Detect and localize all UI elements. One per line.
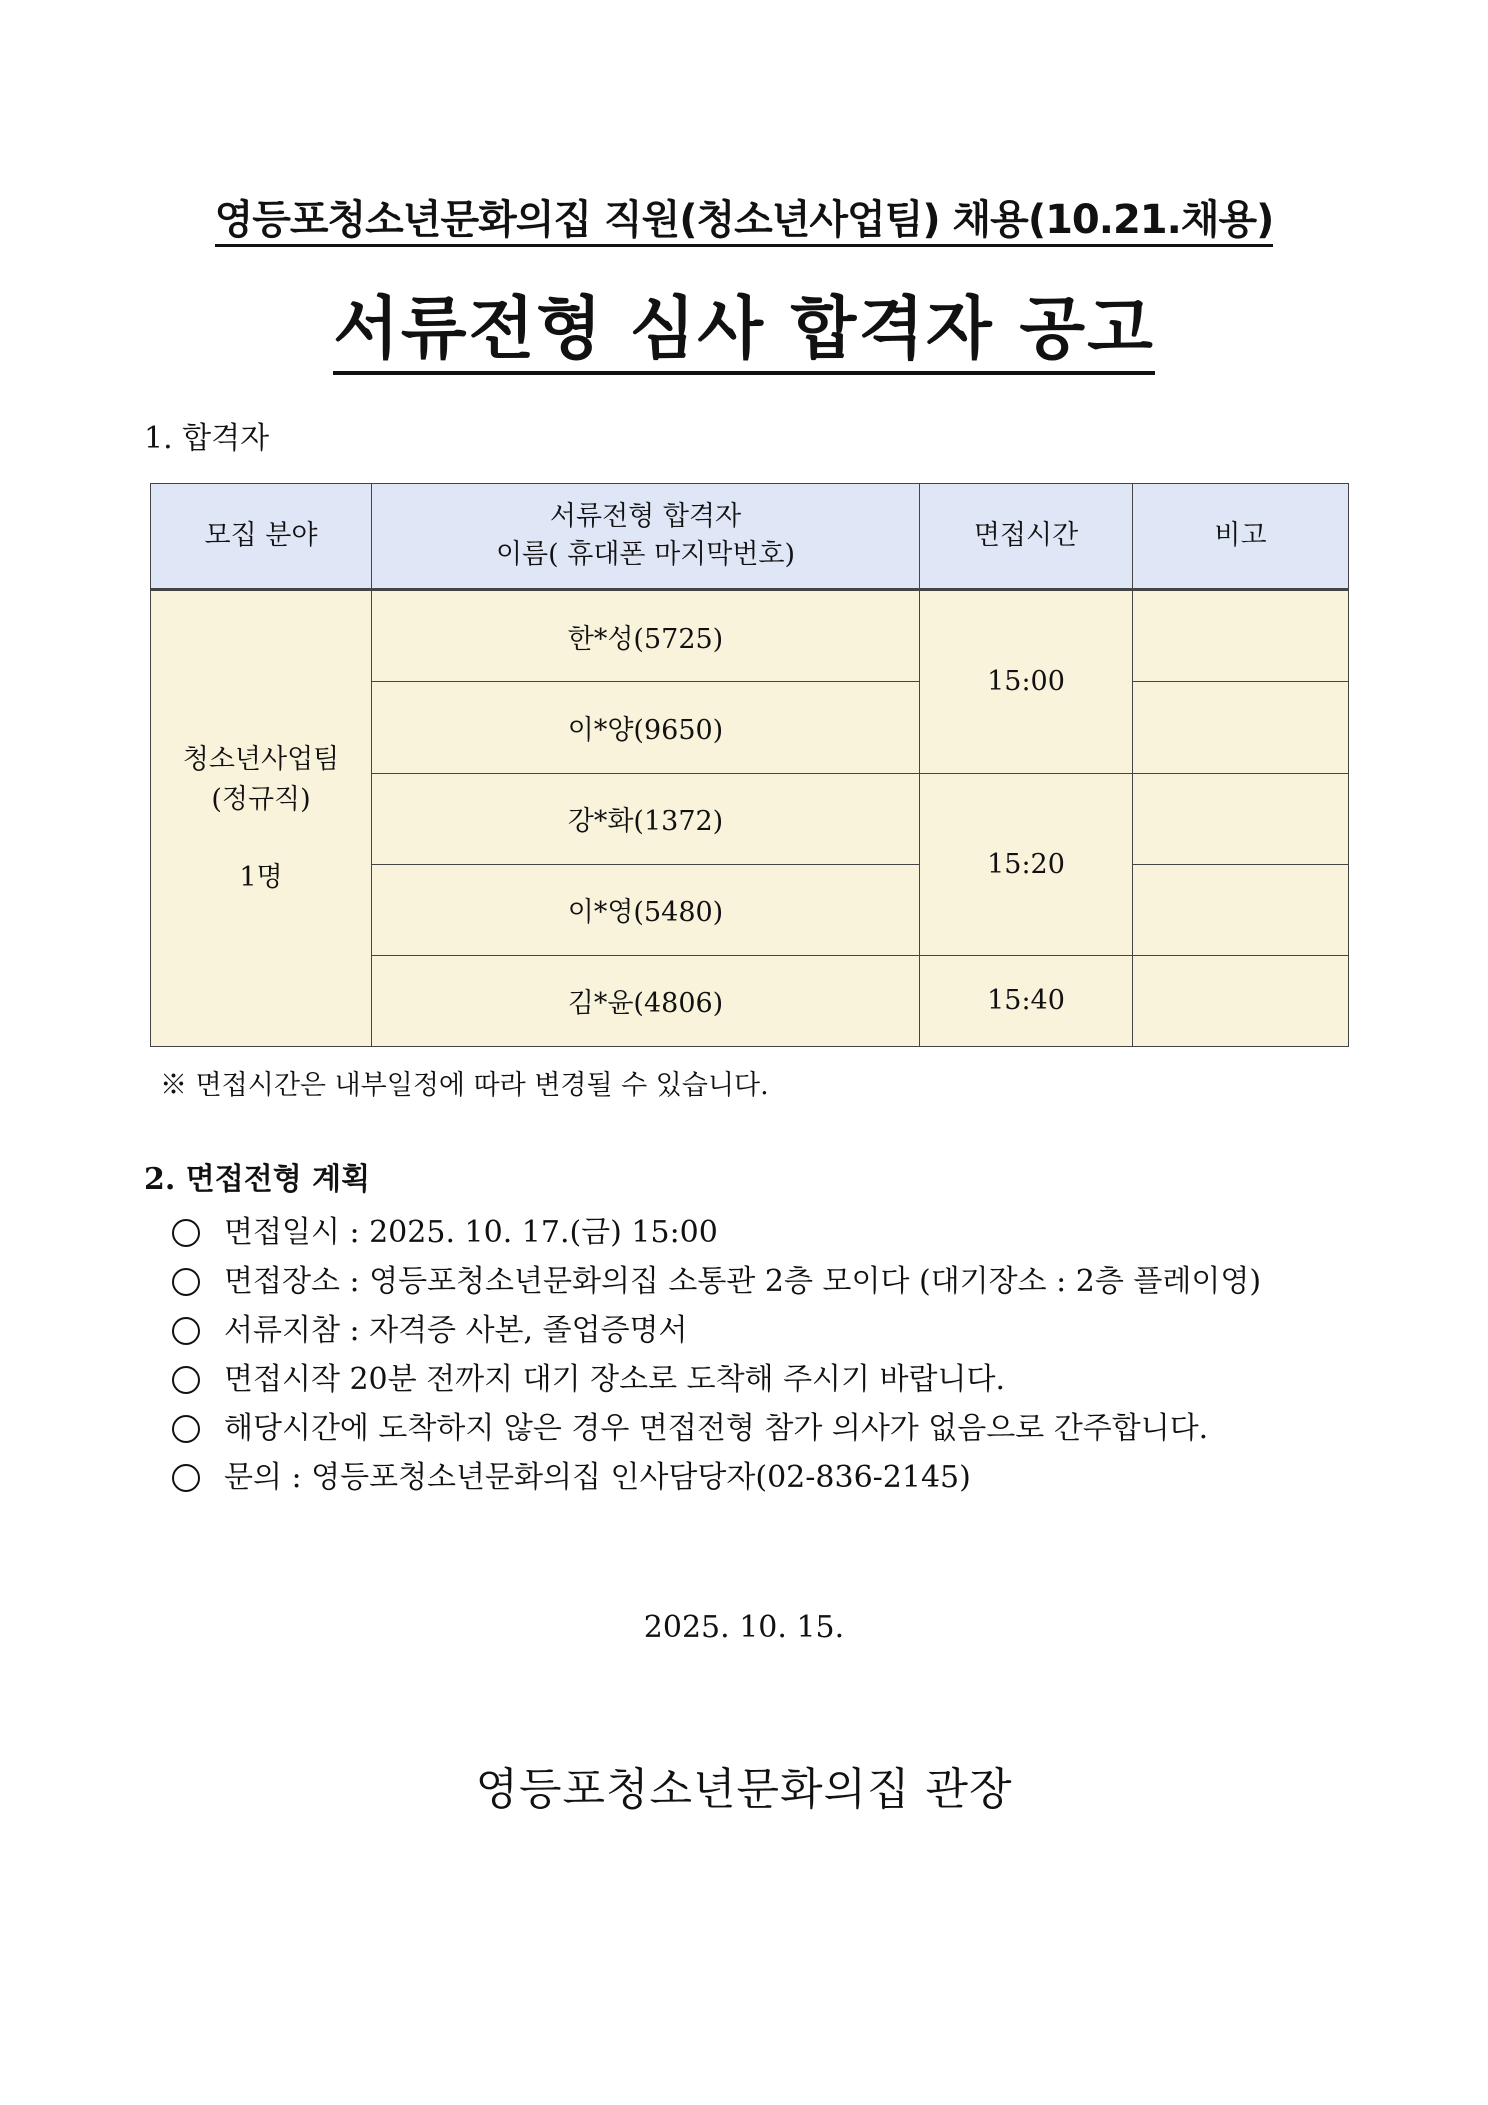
applicant-cell: 강*화(1372)	[372, 773, 920, 864]
list-item	[172, 1453, 1261, 1502]
list-item	[172, 1355, 1261, 1404]
document-subtitle	[0, 193, 1488, 247]
schedule-note: ※ 면접시간은 내부일정에 따라 변경될 수 있습니다.	[160, 1070, 769, 1101]
list-item-text: 서류지참 : 자격증 사본, 졸업증명서	[224, 1313, 688, 1348]
list-item-text: 면접일시 : 2025. 10. 17.(금) 15:00	[224, 1215, 718, 1250]
subtitle-text: 영등포청소년문화의집 직원(청소년사업팀) 채용(10.21.채용)	[215, 197, 1274, 247]
interview-plan-list	[172, 1208, 1261, 1502]
remarks-cell	[1133, 773, 1349, 864]
circle-bullet-icon	[172, 1219, 200, 1247]
circle-bullet-icon	[172, 1317, 200, 1345]
header-field: 모집 분야	[151, 484, 372, 590]
applicant-cell: 이*양(9650)	[372, 682, 920, 773]
list-item-text: 해당시간에 도착하지 않은 경우 면접전형 참가 의사가 없음으로 간주합니다.	[224, 1411, 1209, 1446]
section-2-heading: 2. 면접전형 계획	[144, 1162, 371, 1197]
list-item-text: 문의 : 영등포청소년문화의집 인사담당자(02-836-2145)	[224, 1460, 971, 1495]
field-cell	[151, 590, 372, 1047]
time-cell: 15:00	[920, 590, 1133, 773]
field-count: 1명	[239, 861, 283, 893]
table-row	[151, 590, 1349, 682]
remarks-cell	[1133, 864, 1349, 955]
announcement-date: 2025. 10. 15.	[643, 1610, 845, 1645]
circle-bullet-icon	[172, 1464, 200, 1492]
applicants-table	[150, 483, 1349, 1047]
circle-bullet-icon	[172, 1366, 200, 1394]
applicant-cell: 이*영(5480)	[372, 864, 920, 955]
remarks-cell	[1133, 682, 1349, 773]
header-remarks: 비고	[1133, 484, 1349, 590]
list-item	[172, 1257, 1261, 1306]
applicant-cell: 김*윤(4806)	[372, 955, 920, 1046]
applicant-cell: 한*성(5725)	[372, 590, 920, 682]
list-item-text: 면접장소 : 영등포청소년문화의집 소통관 2층 모이다 (대기장소 : 2층 플레이영)	[224, 1264, 1262, 1299]
list-item	[172, 1208, 1261, 1257]
section-1-heading: 1. 합격자	[144, 421, 270, 456]
header-applicant-line2: 이름( 휴대폰 마지막번호)	[495, 539, 796, 571]
time-cell: 15:20	[920, 773, 1133, 955]
circle-bullet-icon	[172, 1415, 200, 1443]
table-header-row	[151, 484, 1349, 590]
remarks-cell	[1133, 955, 1349, 1046]
list-item-text: 면접시작 20분 전까지 대기 장소로 도착해 주시기 바랍니다.	[224, 1362, 1006, 1397]
field-type: (정규직)	[211, 783, 311, 815]
header-interview-time: 면접시간	[920, 484, 1133, 590]
list-item	[172, 1404, 1261, 1453]
list-item	[172, 1306, 1261, 1355]
page-title	[0, 288, 1488, 372]
remarks-cell	[1133, 590, 1349, 682]
time-cell: 15:40	[920, 955, 1133, 1046]
issuer-signature: 영등포청소년문화의집 관장	[475, 1764, 1013, 1815]
header-applicant	[372, 484, 920, 590]
title-text: 서류전형 심사 합격자 공고	[333, 290, 1155, 375]
circle-bullet-icon	[172, 1268, 200, 1296]
field-team: 청소년사업팀	[182, 743, 340, 775]
header-applicant-line1: 서류전형 합격자	[549, 501, 742, 533]
